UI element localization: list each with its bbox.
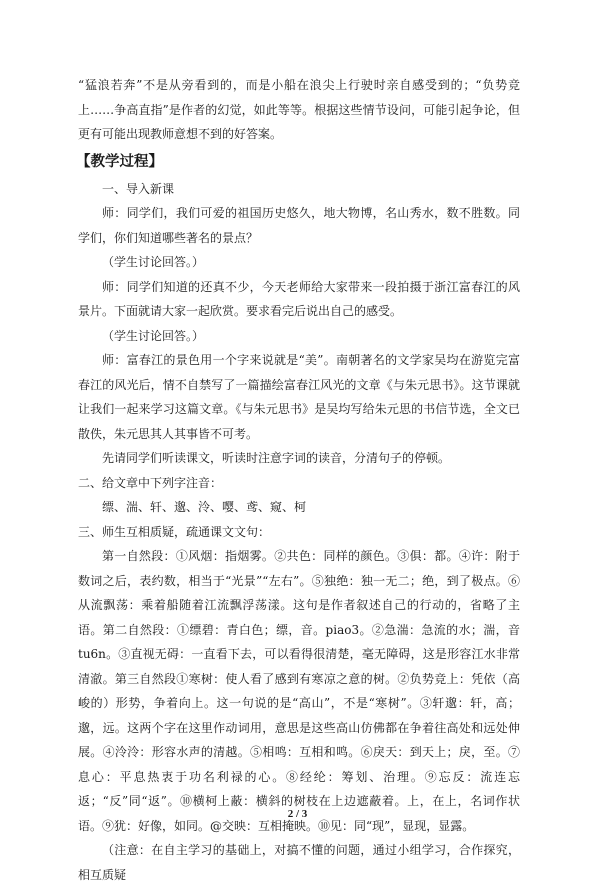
page-number: 2 / 3 xyxy=(287,808,308,820)
intro-paragraph: “猛浪若奔”不是从旁看到的，而是小船在浪尖上行驶时亲自感受到的；“负势竞上……争高直指”是作者的幻觉，如此等等。根据这些情节设问，可能引起争论，但更有可能出现教师意想不到的好答案。 xyxy=(78,78,520,141)
step-heading-intro: 一、导入新课 xyxy=(102,181,175,196)
teacher-line: 师：同学们知道的还真不少，今天老师给大家带来一段拍摄于浙江富春江的风景片。下面就请大家一起欣赏。要求看完后说出自己的感受。 xyxy=(78,279,520,318)
teacher-line: 师：同学们，我们可爱的祖国历史悠久，地大物博，名山秀水，数不胜数。同学们，你们知道哪些著名的景点？ xyxy=(78,206,520,245)
section-heading: 【教学过程】 xyxy=(76,153,163,170)
step-heading-pronunciation: 二、给文章中下列字注音： xyxy=(78,475,223,490)
teacher-line: 师：富春江的景色用一个字来说就是“美”。南朝著名的文学家吴均在游览完富春江的风光后，情不自禁写了一篇描绘富春江风光的文章《与朱元思书》。这节课就让我们一起来学习这篇文章。《与朱元思书》是吴均写给朱元思的书信节选，全文已散佚，朱元思其人其事皆不可考。 xyxy=(78,353,520,441)
annotation-paragraph: 第一自然段：①风烟：指烟雾。②共色：同样的颜色。③俱：都。④许：附于数词之后，表约数，相当于“光景”“左右”。⑤独绝：独一无二；绝，到了极点。⑥从流飘荡：乘着船随着江流飘浮荡漾。这句是作者叙述自己的行动的，省略了主语。第二自然段：①缥碧：青白色；缥，音。piao3。②急湍：急流的水；湍，音 tu6n。③直视无碍：一直看下去，可以看得很清楚，毫无障碍，这是形容江水非常清澈。第三自然段①寒树：使人看了感到有寒凉之意的树。②负势竞上：凭依（高峻的）形势，争着向上。这一句说的是“高山”，不是“寒树”。③轩邈：轩，高；邈，远。这两个字在这里作动词用，意思是这些高山仿佛都在争着往高处和远处伸展。④泠泠：形容水声的清越。⑤相鸣：互相和鸣。⑥戾天：到天上；戾，至。⑦息心：平息热衷于功名利禄的心。⑧经纶：筹划、治理。⑨忘反：流连忘返；“反”同“返”。⑩横柯上蔽：横斜的树枝在上边遮蔽着。上，在上，名词作状语。⑨犹：好像，如同。@交映：互相掩映。⑩见：同“现”，显现，显露。 xyxy=(78,549,520,833)
character-list: 缥、湍、轩、邈、泠、嘤、鸢、窥、柯 xyxy=(102,500,307,514)
student-note: （学生讨论回答。） xyxy=(102,255,205,269)
instruction-line: 先请同学们听读课文，听读时注意字词的读音，分清句子的停顿。 xyxy=(102,451,451,465)
student-note: （学生讨论回答。） xyxy=(102,328,205,343)
step-heading-questions: 三、师生互相质疑，疏通课文文句： xyxy=(78,524,271,539)
note-line: （注意：在自主学习的基础上，对搞不懂的问题，通过小组学习，合作探究，相互质疑 xyxy=(78,843,520,882)
page-body xyxy=(78,73,520,887)
